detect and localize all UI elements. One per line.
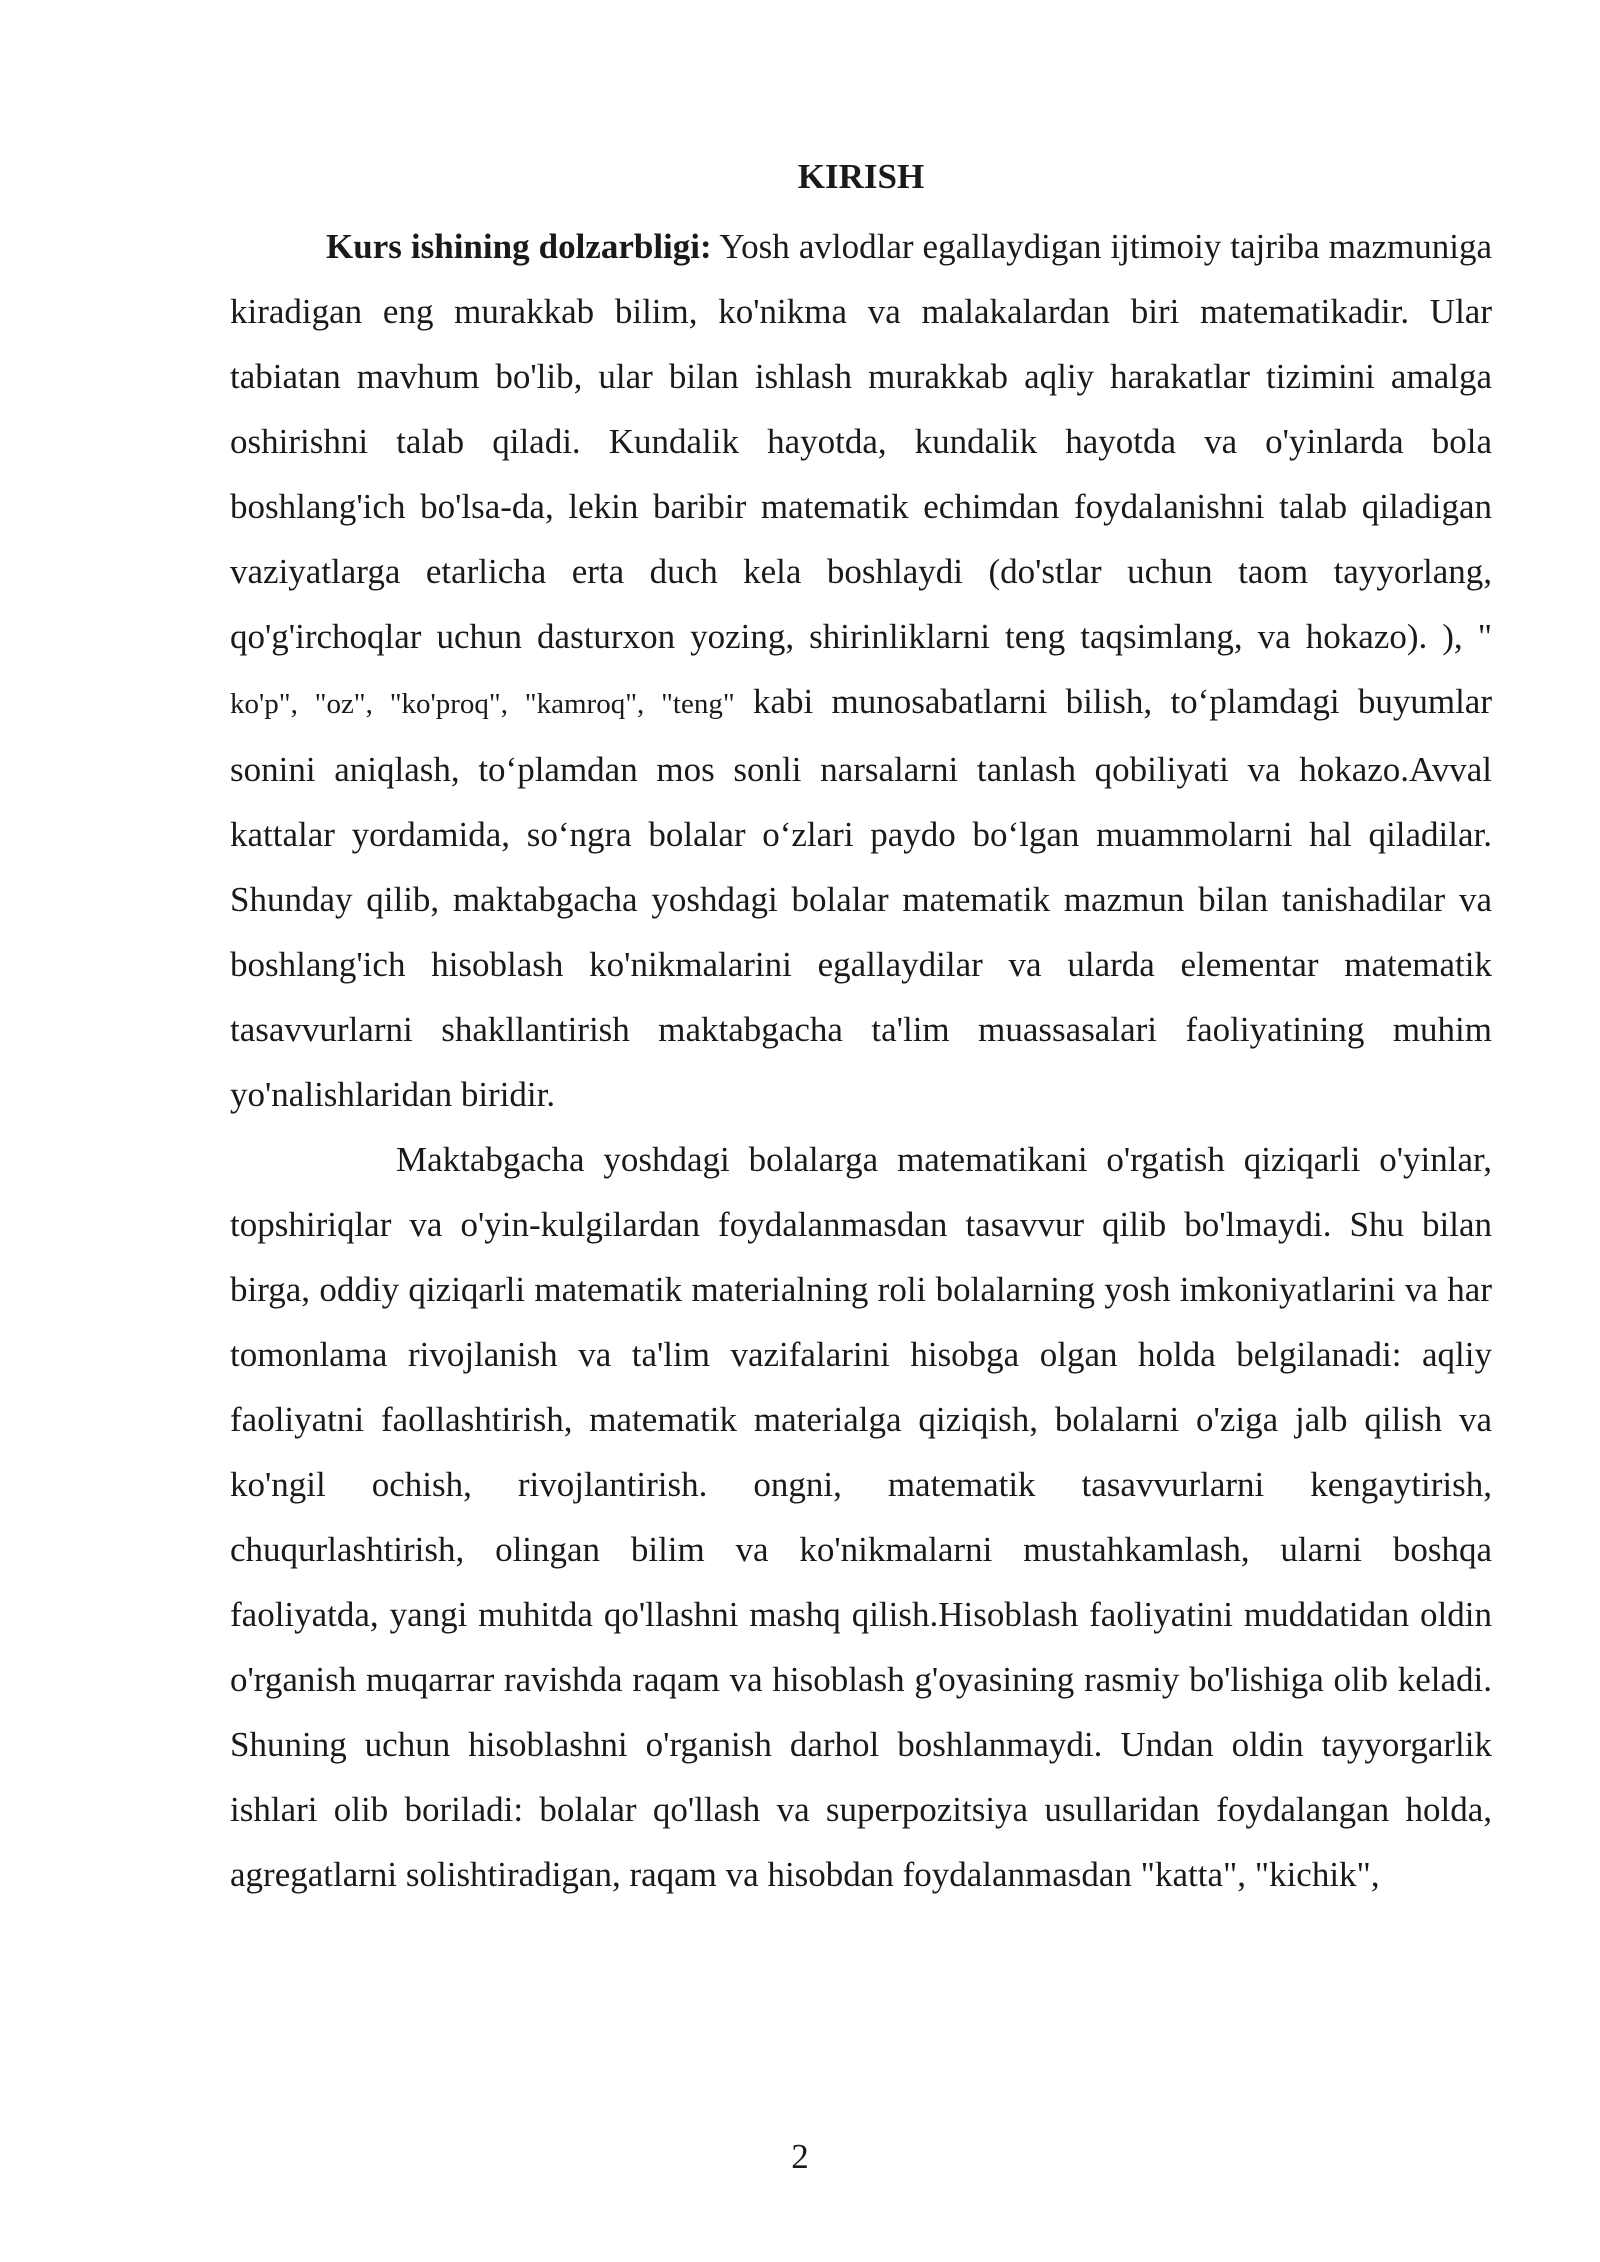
page-content [230,150,1492,1907]
paragraph-relevance [230,214,1492,1127]
paragraph-teaching: Maktabgacha yoshdagi bolalarga matematikani o'rgatish qiziqarli o'yinlar, topshiriqlar va o'yin-kulgilardan foydalanmasdan tasavvur qilib bo'lmaydi. Shu bilan birga, oddiy qiziqarli matematik materialning roli bolalarning yosh imkoniyatlarini va har tomonlama rivojlanish va ta'lim vazifalarini hisobga olgan holda belgilanadi: aqliy faoliyatni faollashtirish, matematik materialga qiziqish, bolalarni o'ziga jalb qilish va ko'ngil ochish, rivojlantirish. ongni, matematik tasavvurlarni kengaytirish, chuqurlashtirish, olingan bilim va ko'nikmalarni mustahkamlash, ularni boshqa faoliyatda, yangi muhitda qo'llashni mashq qilish.Hisoblash faoliyatini muddatidan oldin o'rganish muqarrar ravishda raqam va hisoblash g'oyasining rasmiy bo'lishiga olib keladi. Shuning uchun hisoblashni o'rganish darhol boshlanmaydi. Undan oldin tayyorgarlik ishlari olib boriladi: bolalar qo'llash va superpozitsiya usullaridan foydalangan holda, agregatlarni solishtiradigan, raqam va hisobdan foydalanmasdan "katta", "kichik", [230,1140,1492,1894]
paragraph-text-part-b: kabi munosabatlarni bilish, to‘plamdagi buyumlar sonini aniqlash, to‘plamdan mos sonli narsalarni tanlash qobiliyati va hokazo.Avval kattalar yordamida, so‘ngra bolalar o‘zlari paydo bo‘lgan muammolarni hal qiladilar. Shunday qilib, maktabgacha yoshdagi bolalar matematik mazmun bilan tanishadilar va boshlang'ich hisoblash ko'nikmalarini egallaydilar va ularda elementar matematik tasavvurlarni shakllantirish maktabgacha ta'lim muassasalari faoliyatining muhim yo'nalishlaridan biridir. [230,682,1492,1114]
page-title: KIRISH [797,157,925,196]
page-number: 2 [791,2137,809,2176]
paragraph-text-part-a: Yosh avlodlar egallaydigan ijtimoiy tajriba mazmuniga kiradigan eng murakkab bilim, ko'nikma va malakalardan biri matematikadir. Ular tabiatan mavhum bo'lib, ular bilan ishlash murakkab aqliy harakatlar tizimini amalga oshirishni talab qiladi. Kundalik hayotda, kundalik hayotda va o'yinlarda bola boshlang'ich bo'lsa-da, lekin baribir matematik echimdan foydalanishni talab qiladigan vaziyatlarga etarlicha erta duch kela boshlaydi (do'stlar uchun taom tayyorlang, qo'g'irchoqlar uchun dasturxon yozing, shirinliklarni teng taqsimlang, va hokazo). ), " [230,227,1492,656]
paragraph-lead: Kurs ishining dolzarbligi: [326,227,712,266]
quoted-terms: ko'p", "oz", "ko'proq", "kamroq", "teng" [230,688,735,720]
